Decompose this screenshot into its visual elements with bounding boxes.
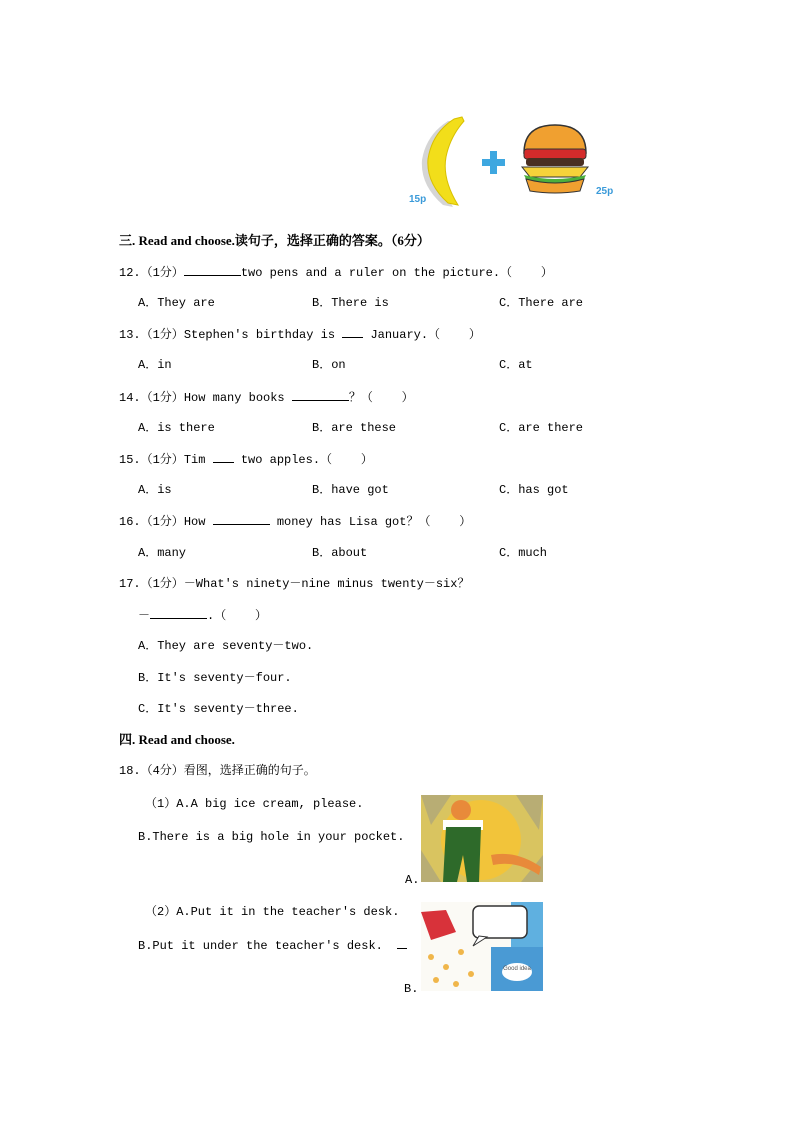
option-a[interactable]: A．many — [138, 546, 187, 560]
section-4-title: 四. Read and choose. — [119, 732, 235, 747]
plus-icon — [481, 150, 506, 175]
burger-price: 25p — [596, 186, 614, 197]
question-17-answer: － .（ ） — [138, 609, 268, 623]
picture-label-b: B. — [404, 982, 419, 996]
option-b[interactable]: B．There is — [312, 296, 389, 310]
banana-price: 15p — [409, 194, 427, 205]
option-a[interactable]: A．They are — [138, 296, 215, 310]
option-c[interactable]: C．There are — [499, 296, 584, 310]
question-18: 18.（4分）看图，选择正确的句子。 — [119, 764, 316, 778]
question-16: 16.（1分）How money has Lisa got？（ ） — [119, 515, 472, 529]
option-b[interactable]: B．on — [312, 358, 346, 372]
burger-image — [518, 121, 592, 195]
speech-text: Good idea — [503, 966, 531, 972]
option-c[interactable]: C．has got — [499, 483, 569, 497]
option-a[interactable]: A．They are seventy－two. — [138, 639, 314, 653]
option-c[interactable]: C．at — [499, 358, 533, 372]
item-1-option-b[interactable]: B.There is a big hole in your pocket. — [138, 830, 405, 844]
question-13: 13.（1分）Stephen's birthday is January.（ ） — [119, 328, 481, 342]
option-b[interactable]: B．about — [312, 546, 368, 560]
question-17: 17.（1分）－What's ninety－nine minus twenty－six？ — [119, 577, 470, 591]
option-b[interactable]: B．It's seventy－four. — [138, 671, 292, 685]
option-a[interactable]: A．in — [138, 358, 172, 372]
option-a[interactable]: A．is there — [138, 421, 215, 435]
option-a[interactable]: A．is — [138, 483, 172, 497]
question-15: 15.（1分）Tim two apples.（ ） — [119, 453, 373, 467]
option-c[interactable]: C．are there — [499, 421, 584, 435]
option-b[interactable]: B．have got — [312, 483, 389, 497]
picture-label-a: A. — [405, 873, 420, 887]
section-3-title: 三. Read and choose.读句子，选择正确的答案。（6分） — [119, 233, 430, 248]
option-c[interactable]: C．much — [499, 546, 548, 560]
desk-picture — [421, 902, 543, 991]
option-b[interactable]: B．are these — [312, 421, 397, 435]
item-1-option-a[interactable]: （1）A.A big ice cream, please. — [145, 797, 364, 811]
item-2-option-a[interactable]: （2）A.Put it in the teacher's desk. — [145, 905, 400, 919]
item-2-option-b[interactable]: B.Put it under the teacher's desk. — [138, 937, 407, 954]
question-14: 14.（1分）How many books ？（ ） — [119, 391, 414, 405]
option-c[interactable]: C．It's seventy－three. — [138, 702, 299, 716]
question-12: 12.（1分） two pens and a ruler on the picture.（ ） — [119, 266, 553, 280]
tiger-picture — [421, 795, 543, 882]
